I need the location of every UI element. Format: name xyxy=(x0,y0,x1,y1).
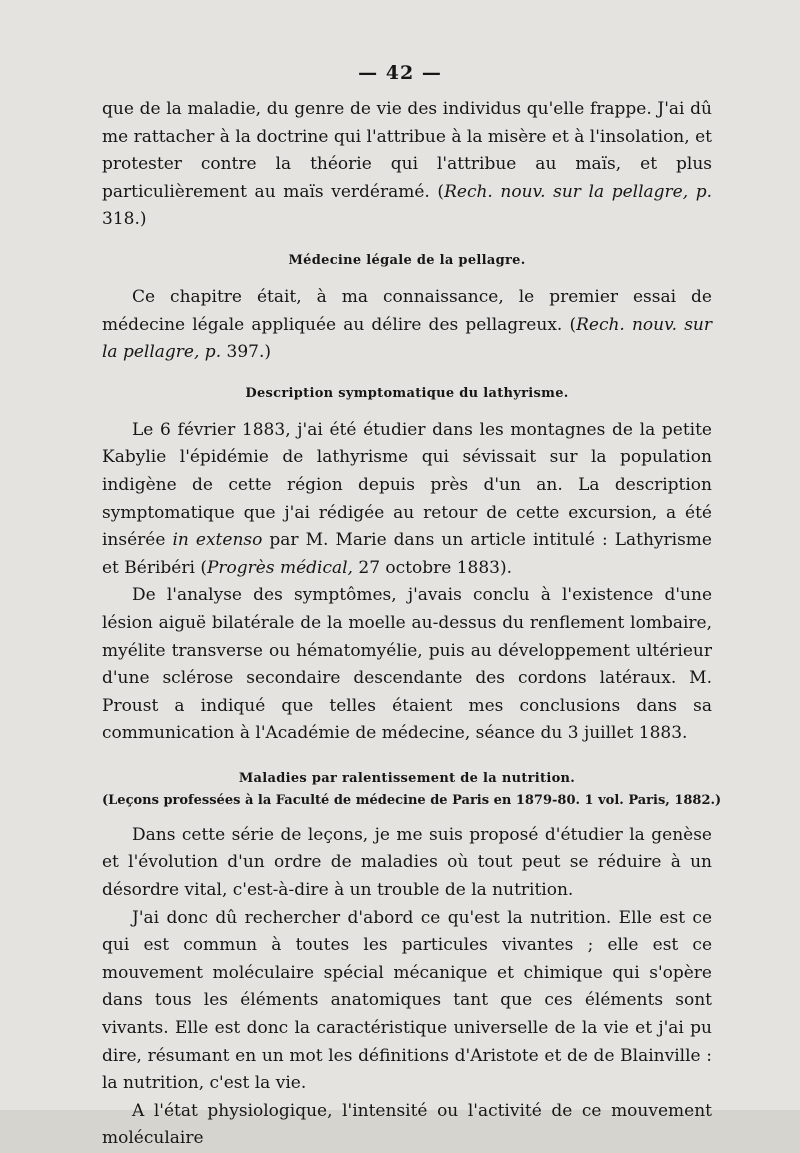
reference-italic: Rech. nouv. sur la pellagre, p. xyxy=(102,314,712,363)
page-number: — 42 — xyxy=(358,62,442,84)
paragraph-pellagre-doctrine: que de la maladie, du genre de vie des individus qu'elle frappe. J'ai dû me rattacher à la doctrine qui l'attribue à la misère et à l'insolation, et protester contre la théorie qui l'attribue au maïs, et plus particulièrement au maïs verdéramé. (Rech. nouv. sur la pellagre, p. 318.) xyxy=(102,99,713,230)
page-body xyxy=(102,96,722,1153)
paragraph-analyse-symptomes: De l'analyse des symptômes, j'avais conclu à l'existence d'une lésion aiguë bilatérale de la moelle au-dessus du renflement lombaire, myélite transverse ou hématomyélie, puis au développement ultérieur d'une sclérose secondaire descendante des cordons latéraux. M. Proust a indiqué que telles étaient mes conclusions dans sa communication à l'Académie de médecine, séance du 3 juillet 1883. xyxy=(102,585,712,744)
paragraph-lathyrisme: Le 6 février 1883, j'ai été étudier dans les montagnes de la petite Kabylie l'épidémie de lathyrisme qui sévissait sur la population indigène de cette région depuis près d'un an. La description symptomatique que j'ai rédigée au retour de cette excursion, a été insérée in extenso par M. Marie dans un article intitulé : Lathyrisme et Béribéri (Progrès médical, 27 octobre 1883). xyxy=(102,419,712,578)
paragraph-etat-physiologique: A l'état physiologique, l'intensité ou l'activité de ce mouvement moléculaire xyxy=(102,1100,712,1149)
italic-progres-medical: Progrès médical, xyxy=(206,557,353,578)
section-subnote-lecons: (Leçons professées à la Faculté de médecine de Paris en 1879-80. 1 vol. Paris, 1882.) xyxy=(102,792,722,808)
reference-italic: Rech. nouv. sur la pellagre, p. xyxy=(444,181,713,202)
paragraph-nutrition: J'ai donc dû rechercher d'abord ce qu'est la nutrition. Elle est ce qui est commun à toutes les particules vivantes ; elle est ce mouvement moléculaire spécial mécanique et chimique qui s'opère dans tous les éléments anatomiques tant que ces éléments sont vivants. Elle est donc la caractéristique universelle de la vie et j'ai pu dire, résumant en un mot les définitions d'Aristote et de de Blainville : la nutrition, c'est la vie. xyxy=(102,907,712,1094)
italic-in-extenso: in extenso xyxy=(172,530,263,551)
paragraph-medecine-legale: Ce chapitre était, à ma connaissance, le premier essai de médecine légale appliquée au délire des pellagreux. (Rech. nouv. sur la pellagre, p. 397.) xyxy=(102,286,712,363)
section-heading-medecine-legale: Médecine légale de la pellagre. xyxy=(288,252,526,268)
paragraph-serie-lecons: Dans cette série de leçons, je me suis proposé d'étudier la genèse et l'évolution d'un ordre de maladies où tout peut se réduire à un désordre vital, c'est-à-dire à un trouble de la nutrition. xyxy=(102,824,712,901)
section-heading-lathyrisme: Description symptomatique du lathyrisme. xyxy=(245,385,569,401)
section-heading-maladies-nutrition: Maladies par ralentissement de la nutrition. xyxy=(238,770,576,786)
